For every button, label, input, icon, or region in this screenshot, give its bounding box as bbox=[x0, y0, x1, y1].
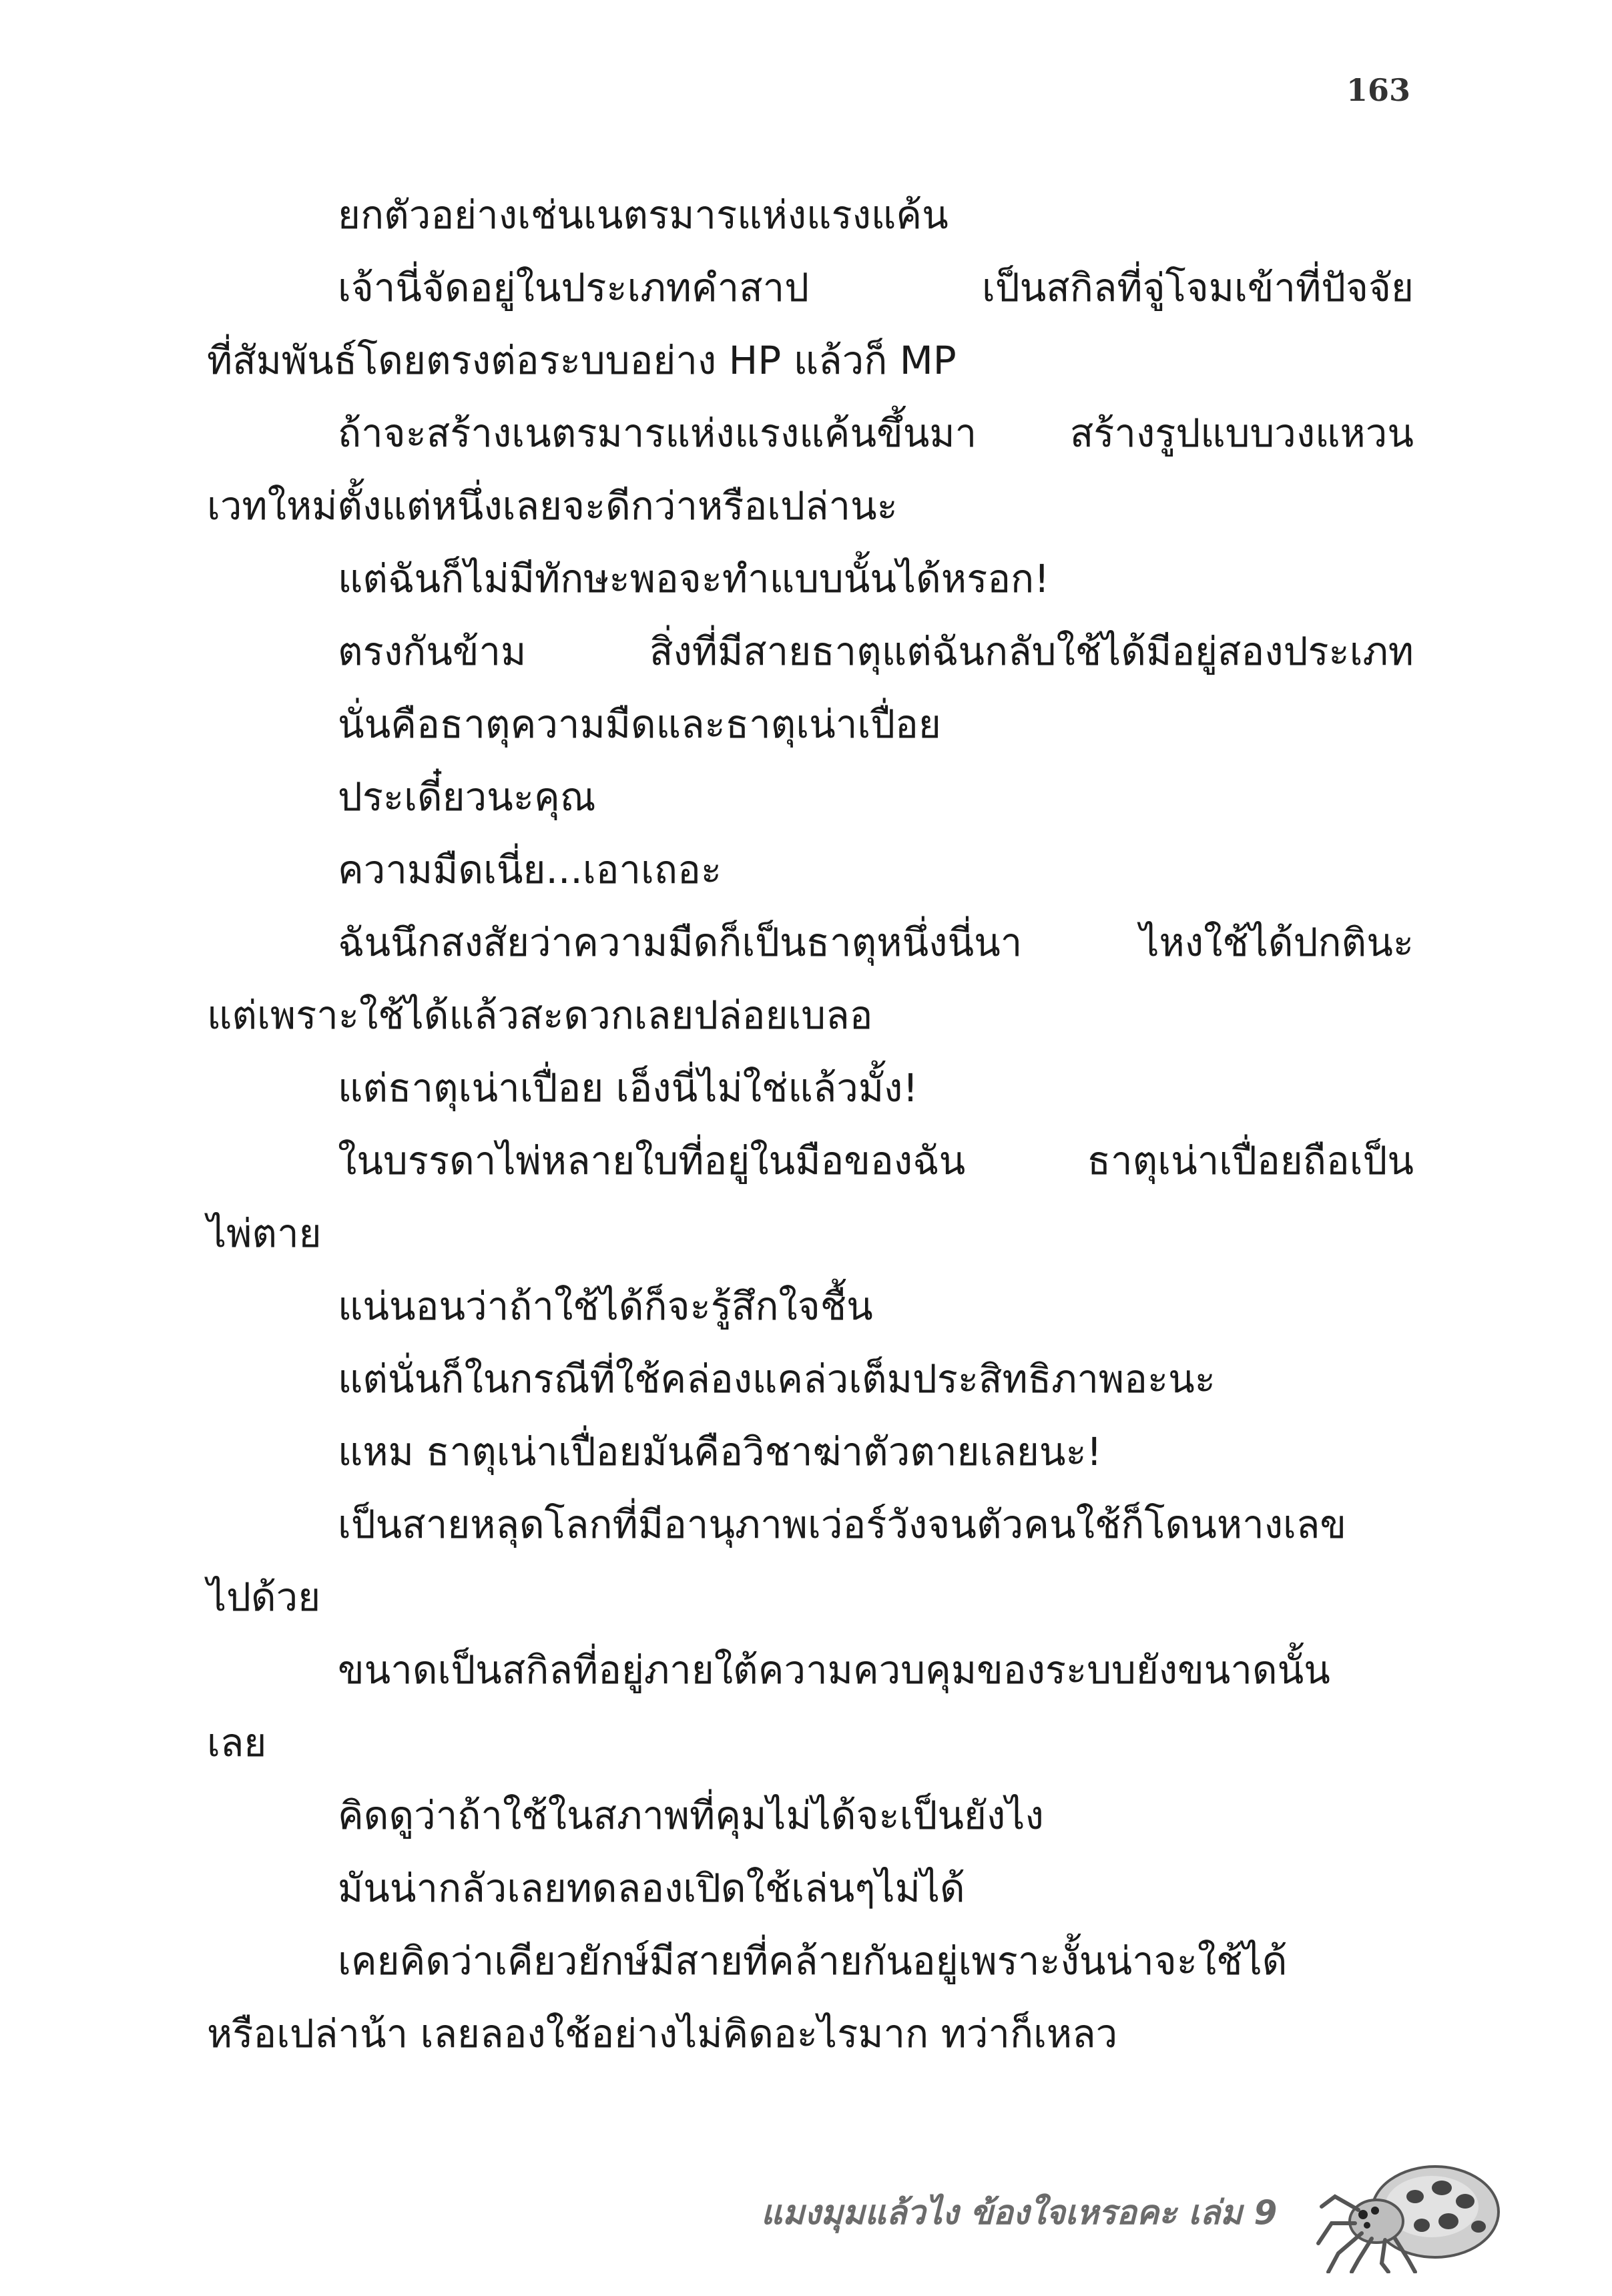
text-line: เลย bbox=[207, 1720, 267, 1765]
text-line: ตรงกันข้าม สิ่งที่มีสายธาตุแต่ฉันกลับใช้ได้มีอยู่สองประเภท bbox=[338, 629, 1414, 674]
text-line: แต่ธาตุเน่าเปื่อย เอ็งนี่ไม่ใช่แล้วมั้ง! bbox=[338, 1065, 918, 1111]
text-line: แหม ธาตุเน่าเปื่อยมันคือวิชาฆ่าตัวตายเลยนะ! bbox=[338, 1429, 1102, 1474]
text-line: มันน่ากลัวเลยทดลองเปิดใช้เล่นๆไม่ได้ bbox=[338, 1866, 965, 1911]
text-line: ไพ่ตาย bbox=[207, 1211, 322, 1256]
text-line: เวทใหม่ตั้งแต่หนึ่งเลยจะดีกว่าหรือเปล่านะ bbox=[207, 483, 898, 529]
footer bbox=[761, 2160, 1509, 2273]
text-line: ความมืดเนี่ย...เอาเถอะ bbox=[338, 847, 722, 892]
body-text bbox=[207, 179, 1414, 2070]
text-line: แน่นอนว่าถ้าใช้ได้ก็จะรู้สึกใจชื้น bbox=[338, 1283, 873, 1329]
text-line: ในบรรดาไพ่หลายใบที่อยู่ในมือของฉัน ธาตุเน่าเปื่อยถือเป็น bbox=[338, 1138, 1414, 1183]
page-number: 163 bbox=[1346, 72, 1410, 108]
text-line: แต่นั่นก็ในกรณีที่ใช้คล่องแคล่วเต็มประสิทธิภาพอะนะ bbox=[338, 1356, 1216, 1402]
spider-mascot-icon bbox=[1315, 2160, 1509, 2273]
book-title: แมงมุมแล้วไง ข้องใจเหรอคะ เล่ม 9 bbox=[761, 2193, 1278, 2232]
text-line: เจ้านี่จัดอยู่ในประเภทคำสาป เป็นสกิลที่จู่โจมเข้าที่ปัจจัย bbox=[338, 265, 1414, 310]
text-line: เป็นสายหลุดโลกที่มีอานุภาพเว่อร์วังจนตัวคนใช้ก็โดนหางเลข bbox=[338, 1502, 1347, 1547]
text-line: ไปด้วย bbox=[207, 1574, 321, 1620]
text-line: ขนาดเป็นสกิลที่อยู่ภายใต้ความควบคุมของระบบยังขนาดนั้น bbox=[338, 1647, 1330, 1693]
text-line: คิดดูว่าถ้าใช้ในสภาพที่คุมไม่ได้จะเป็นยังไง bbox=[338, 1793, 1044, 1838]
text-line: ฉันนึกสงสัยว่าความมืดก็เป็นธาตุหนึ่งนี่นา ไหงใช้ได้ปกตินะ bbox=[338, 920, 1414, 965]
text-line: หรือเปล่าน้า เลยลองใช้อย่างไม่คิดอะไรมาก ทว่าก็เหลว bbox=[207, 2011, 1118, 2056]
text-line: ประเดี๋ยวนะคุณ bbox=[338, 774, 596, 820]
text-line: เคยคิดว่าเคียวยักษ์มีสายที่คล้ายกันอยู่เพราะงั้นน่าจะใช้ได้ bbox=[338, 1938, 1288, 1984]
text-line: ยกตัวอย่างเช่นเนตรมารแห่งแรงแค้น bbox=[338, 192, 949, 238]
text-line: ถ้าจะสร้างเนตรมารแห่งแรงแค้นขึ้นมา สร้างรูปแบบวงแหวน bbox=[338, 410, 1414, 456]
text-line: แต่เพราะใช้ได้แล้วสะดวกเลยปล่อยเบลอ bbox=[207, 992, 873, 1038]
text-line: แต่ฉันก็ไม่มีทักษะพอจะทำแบบนั้นได้หรอก! bbox=[338, 556, 1050, 601]
text-line: นั่นคือธาตุความมืดและธาตุเน่าเปื่อย bbox=[338, 701, 941, 747]
text-line: ที่สัมพันธ์โดยตรงต่อระบบอย่าง HP แล้วก็ MP bbox=[207, 338, 957, 383]
